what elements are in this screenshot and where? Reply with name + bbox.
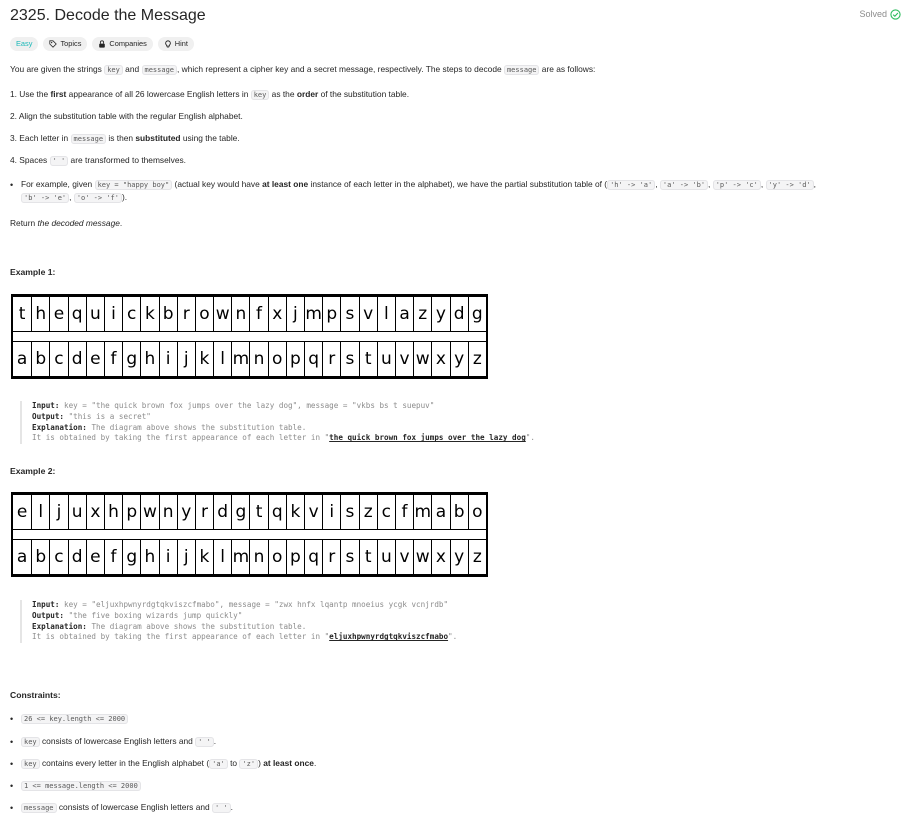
table-row-alphabet <box>13 341 486 377</box>
table-cell: k <box>195 539 213 575</box>
table-cell: c <box>377 494 395 530</box>
table-cell: g <box>468 296 486 332</box>
table-cell: c <box>49 539 67 575</box>
table-cell: z <box>359 494 377 530</box>
table-cell: g <box>231 494 249 530</box>
check-circle-icon <box>890 9 901 20</box>
table-cell: p <box>122 494 140 530</box>
table-cell: n <box>249 539 267 575</box>
inline-code: key = "happy boy" <box>95 180 173 190</box>
table-cell: w <box>413 341 431 377</box>
table-cell: g <box>122 539 140 575</box>
example-1-heading: Example 1: <box>10 267 56 277</box>
table-cell: e <box>13 494 31 530</box>
inline-code: ' ' <box>50 156 69 166</box>
table-cell: j <box>177 539 195 575</box>
intro-paragraph: You are given the strings key and message , which represent a cipher key and a secret message, respectively. The steps to decode message are as follows: <box>10 64 596 74</box>
topics-tag[interactable] <box>43 37 87 51</box>
table-cell: k <box>286 494 304 530</box>
table-cell: j <box>177 341 195 377</box>
table-cell: v <box>395 341 413 377</box>
constraint-item: • 1 <= message.length <= 2000 <box>10 780 905 794</box>
solved-label: Solved <box>859 9 887 19</box>
hint-tag[interactable] <box>158 37 194 51</box>
table-cell: n <box>159 494 177 530</box>
difficulty-label: Easy <box>16 39 33 48</box>
table-cell: s <box>340 494 358 530</box>
table-cell: q <box>304 341 322 377</box>
table-cell: i <box>322 494 340 530</box>
table-cell: x <box>86 494 104 530</box>
step-4: 4. Spaces ' ' are transformed to themselves. <box>10 155 186 165</box>
table-cell: d <box>68 539 86 575</box>
inline-code: key <box>104 65 123 75</box>
companies-tag[interactable] <box>92 37 152 51</box>
table-cell: f <box>104 539 122 575</box>
table-cell: h <box>140 539 158 575</box>
table-cell: o <box>268 539 286 575</box>
table-cell: c <box>49 341 67 377</box>
inline-code: message <box>71 134 107 144</box>
inline-code: key <box>251 90 270 100</box>
table-cell: q <box>268 494 286 530</box>
difficulty-tag[interactable] <box>10 37 38 51</box>
table-cell: c <box>122 296 140 332</box>
table-cell: e <box>49 296 67 332</box>
table-cell: u <box>68 494 86 530</box>
constraints-heading: Constraints: <box>10 690 61 700</box>
return-line: Return the decoded message. <box>10 218 123 228</box>
table-cell: m <box>231 539 249 575</box>
table-cell: f <box>395 494 413 530</box>
table-cell: r <box>322 341 340 377</box>
table-cell: x <box>431 341 449 377</box>
table-cell: d <box>450 296 468 332</box>
table-cell: y <box>431 296 449 332</box>
topics-label: Topics <box>60 39 82 48</box>
table-cell: a <box>431 494 449 530</box>
example-2-block: Input: key = "eljuxhpwnyrdgtqkviszcfmabo", message = "zwx hnfx lqantp mnoeius ycgk vcnjrdb" Output: "the five boxing wizards jump quickly" Explanation: The diagram above shows the substitution table. It is obtained by taking the first appearance of each letter in "eljuxhpwnyrdgtqkviszcfmabo". <box>20 600 890 643</box>
table-cell: i <box>159 539 177 575</box>
table-cell: l <box>213 341 231 377</box>
table-cell: u <box>377 341 395 377</box>
table-cell: i <box>104 296 122 332</box>
example-1-block: Input: key = "the quick brown fox jumps over the lazy dog", message = "vkbs bs t suepuv" Output: "this is a secret" Explanation: The diagram above shows the substitution table. It is obtained by taking the first appearance of each letter in "the quick brown fox jumps over the lazy dog". <box>20 401 890 444</box>
table-cell: o <box>268 341 286 377</box>
table-cell: b <box>31 539 49 575</box>
table-cell: f <box>249 296 267 332</box>
table-cell: t <box>359 341 377 377</box>
table-cell: d <box>213 494 231 530</box>
table-cell: q <box>304 539 322 575</box>
table-cell: a <box>13 341 31 377</box>
table-cell: d <box>68 341 86 377</box>
table-cell: v <box>359 296 377 332</box>
hint-label: Hint <box>174 39 188 48</box>
table-cell: b <box>31 341 49 377</box>
inline-code: message <box>142 65 178 75</box>
table-cell: q <box>68 296 86 332</box>
table-cell: u <box>377 539 395 575</box>
table-cell: o <box>468 494 486 530</box>
table-cell: f <box>104 341 122 377</box>
constraint-item: • key contains every letter in the English alphabet ( 'a' to 'z' ) at least once. <box>10 758 317 769</box>
constraint-item: • key consists of lowercase English letters and ' ' . <box>10 736 217 747</box>
table-cell: b <box>450 494 468 530</box>
table-cell: k <box>140 296 158 332</box>
table-cell: p <box>322 296 340 332</box>
table-cell: b <box>159 296 177 332</box>
table-row-key <box>13 296 486 332</box>
step-1: 1. Use the first appearance of all 26 lowercase English letters in key as the order of the substitution table. <box>10 89 410 99</box>
table-cell: s <box>340 341 358 377</box>
tag-bar <box>10 37 194 51</box>
inline-code: message <box>504 65 540 75</box>
table-cell: z <box>468 341 486 377</box>
table-cell: k <box>195 341 213 377</box>
table-cell: e <box>86 341 104 377</box>
table-cell: n <box>231 296 249 332</box>
table-cell: y <box>450 539 468 575</box>
example-1-table <box>11 294 488 379</box>
table-cell: i <box>159 341 177 377</box>
table-cell: h <box>140 341 158 377</box>
table-cell: n <box>249 341 267 377</box>
table-cell: x <box>431 539 449 575</box>
constraint-item: • 26 <= key.length <= 2000 <box>10 713 905 727</box>
table-cell: m <box>231 341 249 377</box>
title-row <box>10 5 905 27</box>
table-cell: j <box>49 494 67 530</box>
table-cell: y <box>177 494 195 530</box>
table-cell: t <box>13 296 31 332</box>
table-row-alphabet <box>13 539 486 575</box>
table-cell: s <box>340 296 358 332</box>
table-cell: v <box>395 539 413 575</box>
example-2-heading: Example 2: <box>10 466 56 476</box>
lightbulb-icon <box>164 40 172 48</box>
step-2: 2. Align the substitution table with the regular English alphabet. <box>10 111 243 121</box>
table-cell: t <box>359 539 377 575</box>
table-cell: v <box>304 494 322 530</box>
table-cell: z <box>413 296 431 332</box>
lock-icon <box>98 40 106 48</box>
table-cell: p <box>286 539 304 575</box>
table-cell: h <box>104 494 122 530</box>
table-cell: l <box>213 539 231 575</box>
table-cell: s <box>340 539 358 575</box>
table-cell: r <box>195 494 213 530</box>
table-cell: z <box>468 539 486 575</box>
step-3: 3. Each letter in message is then substituted using the table. <box>10 133 240 143</box>
table-cell: m <box>413 494 431 530</box>
table-cell: e <box>86 539 104 575</box>
table-cell: y <box>450 341 468 377</box>
solved-status <box>859 8 901 20</box>
table-cell: l <box>377 296 395 332</box>
constraint-item: • message consists of lowercase English letters and ' ' . <box>10 802 233 813</box>
table-cell: a <box>395 296 413 332</box>
table-cell: r <box>322 539 340 575</box>
table-cell: u <box>86 296 104 332</box>
companies-label: Companies <box>109 39 147 48</box>
example-2-table <box>11 492 488 577</box>
table-cell: t <box>249 494 267 530</box>
table-cell: l <box>31 494 49 530</box>
table-cell: o <box>195 296 213 332</box>
table-cell: w <box>413 539 431 575</box>
table-cell: m <box>304 296 322 332</box>
problem-title: 2325. Decode the Message <box>10 7 206 24</box>
table-cell: h <box>31 296 49 332</box>
table-cell: w <box>140 494 158 530</box>
table-cell: g <box>122 341 140 377</box>
table-cell: j <box>286 296 304 332</box>
table-cell: r <box>177 296 195 332</box>
table-cell: x <box>268 296 286 332</box>
tag-icon <box>49 40 57 48</box>
table-row-key <box>13 494 486 530</box>
table-cell: p <box>286 341 304 377</box>
table-cell: a <box>13 539 31 575</box>
table-cell: w <box>213 296 231 332</box>
example-bullet: • For example, given key = "happy boy" (actual key would have at least one instance of each letter in the alphabet), we have the partial substitution table of ( 'h' -> 'a' , 'a' -> 'b' , 'p' -> 'c' , 'y' -> 'd' , 'b' -> 'e' , 'o' -> 'f' ). <box>10 179 816 203</box>
